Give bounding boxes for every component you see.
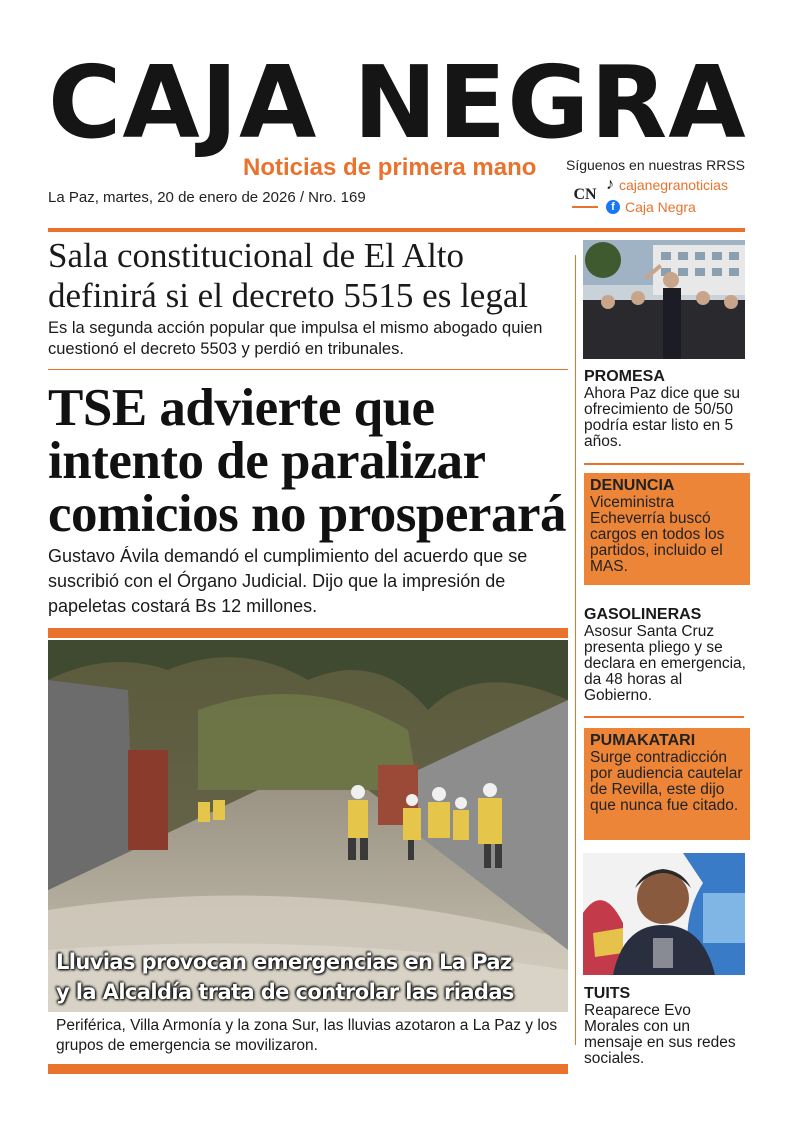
gasolineras-kicker: GASOLINERAS: [584, 606, 702, 623]
story3-headline-line1: Lluvias provocan emergencias en La Paz: [56, 950, 512, 974]
promesa-item[interactable]: [584, 368, 749, 450]
sidebar-divider: [575, 255, 576, 1045]
sidebar-rule: [584, 716, 744, 718]
tuits-kicker: TUITS: [584, 985, 631, 1002]
pumakatari-text: Surge contradicción por audiencia cautelar de Revilla, este dijo que nunca fue citado.: [590, 749, 743, 814]
tuits-item[interactable]: [584, 985, 749, 1067]
masthead-title: CAJA NEGRA: [48, 44, 747, 161]
denuncia-kicker: DENUNCIA: [590, 477, 675, 494]
tuits-photo[interactable]: [583, 853, 745, 975]
pumakatari-kicker: PUMAKATARI: [590, 732, 696, 749]
photo-top-rule: [48, 628, 568, 638]
tiktok-icon: ♪: [606, 176, 614, 193]
denuncia-item[interactable]: [584, 473, 750, 585]
facebook-handle: Caja Negra: [625, 199, 696, 215]
promesa-photo[interactable]: [583, 240, 745, 359]
story2-headline[interactable]: TSE advierte que intento de paralizar comicios no prosperará: [48, 379, 566, 543]
follow-label: Síguenos en nuestras RRSS: [566, 157, 745, 173]
footer-rule: [48, 1064, 568, 1074]
promesa-kicker: PROMESA: [584, 368, 665, 385]
story2-summary: Gustavo Ávila demandó el cumplimiento del acuerdo que se suscribió con el Órgano Judicial. Dijo que la impresión de papeletas costará Bs 12 millones.: [48, 546, 528, 616]
masthead-rule: [48, 228, 745, 232]
issue-date-line: La Paz, martes, 20 de enero de 2026 / Nro. 169: [48, 189, 366, 206]
story3-headline-line2: y la Alcaldía trata de controlar las riadas: [56, 980, 514, 1004]
promesa-text: Ahora Paz dice que su ofrecimiento de 50/50 podría estar listo en 5 años.: [584, 385, 740, 450]
story1-headline[interactable]: Sala constitucional de El Alto definirá si el decreto 5515 es legal: [48, 236, 529, 315]
masthead-tagline: Noticias de primera mano: [243, 154, 537, 181]
story1-summary: Es la segunda acción popular que impulsa el mismo abogado quien cuestionó el decreto 5503 y perdió en tribunales.: [48, 319, 543, 358]
gasolineras-item[interactable]: [584, 606, 749, 704]
tuits-text: Reaparece Evo Morales con un mensaje en sus redes sociales.: [584, 1002, 736, 1067]
story3-headline[interactable]: [56, 947, 556, 1007]
promesa-photo-illustration: [583, 240, 745, 359]
tiktok-handle: cajanegranoticias: [619, 177, 728, 193]
sidebar-rule: [584, 463, 744, 465]
tuits-photo-illustration: [583, 853, 745, 975]
pumakatari-item[interactable]: [584, 728, 750, 840]
gasolineras-text: Asosur Santa Cruz presenta pliego y se declara en emergencia, da 48 horas al Gobierno.: [584, 623, 746, 704]
story1-rule: [48, 369, 568, 370]
facebook-link[interactable]: [606, 199, 696, 215]
tiktok-link[interactable]: [606, 177, 728, 193]
story3-summary: Periférica, Villa Armonía y la zona Sur, las lluvias azotaron a La Paz y los grupos de emergencia se movilizaron.: [56, 1017, 558, 1054]
facebook-icon: f: [606, 200, 620, 214]
denuncia-text: Viceministra Echeverría buscó cargos en todos los partidos, incluido el MAS.: [590, 494, 725, 575]
cn-logo-icon: CN: [572, 184, 598, 208]
